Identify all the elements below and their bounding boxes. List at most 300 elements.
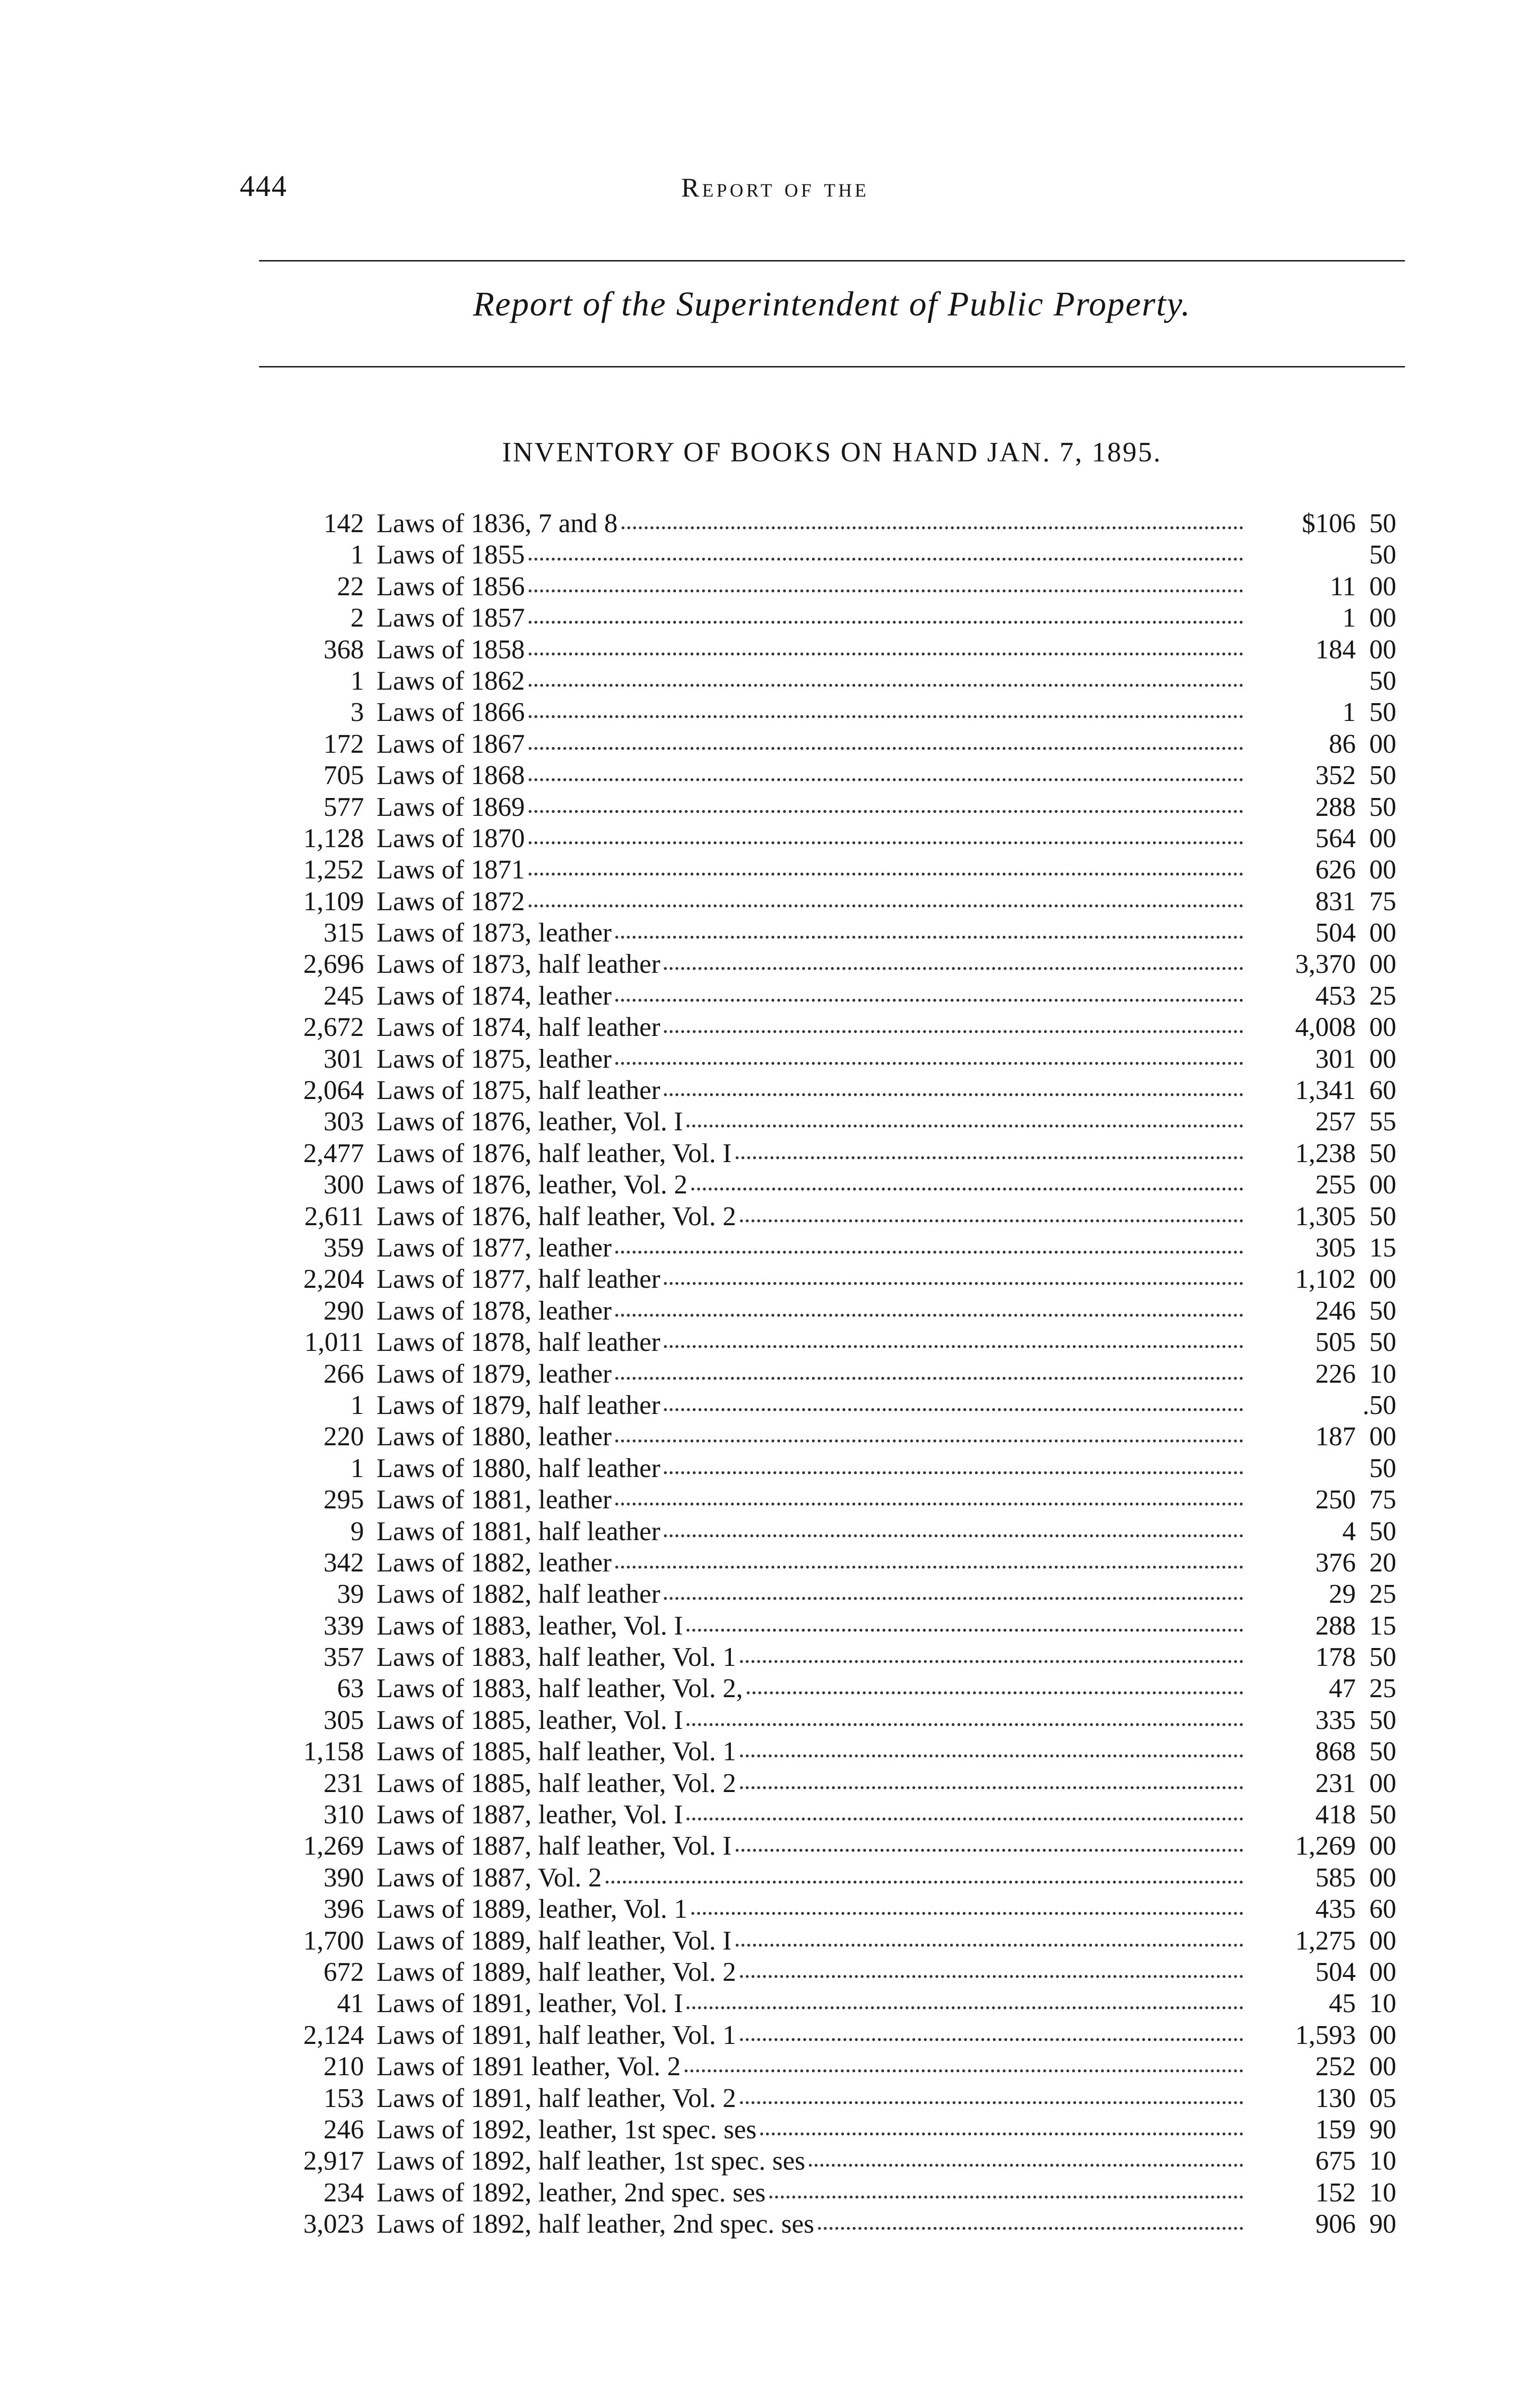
inventory-row [270,1201,1396,1232]
amount-cents: 50 [1369,1296,1396,1326]
inventory-row [270,508,1396,539]
amount-cents: 10 [1369,1359,1396,1389]
inventory-row [270,666,1396,697]
amount-dollars: 45 [1329,1989,1356,2019]
quantity: 1,128 [303,823,364,853]
quantity: 1,011 [304,1327,364,1358]
description: Laws of 1880, half leather [377,1453,661,1483]
amount-cents: 50 [1369,666,1396,696]
description: Laws of 1892, half leather, 1st spec. ses [377,2146,805,2176]
inventory-row [270,1988,1396,2019]
quantity: 295 [324,1485,364,1515]
dot-leader [529,904,1243,907]
amount-dollars: 246 [1315,1296,1356,1326]
inventory-row [270,571,1396,602]
amount [1252,1736,1396,1767]
amount [1252,1988,1396,2019]
description: Laws of 1876, leather, Vol. 2 [377,1170,688,1200]
amount-dollars: 906 [1315,2209,1356,2239]
amount-cents: 00 [1369,1831,1396,1861]
description: Laws of 1879, leather [377,1359,612,1389]
amount-cents: 50 [1369,697,1396,728]
page-number: 444 [240,170,287,203]
amount-dollars: 301 [1315,1044,1356,1074]
amount-dollars: 564 [1315,823,1356,853]
quantity: 339 [324,1610,364,1641]
amount-cents: 50 [1369,1138,1396,1168]
amount [1252,1705,1396,1736]
amount [1252,508,1396,539]
amount-dollars: 1,102 [1295,1264,1356,1295]
description: Laws of 1872 [377,886,525,916]
amount-dollars: 86 [1329,729,1356,759]
amount-dollars: 4 [1342,1516,1356,1546]
quantity: 245 [324,981,364,1011]
amount [1252,1106,1396,1138]
amount-dollars: 1 [1342,603,1356,633]
description: Laws of 1891, leather, Vol. I [377,1989,683,2019]
inventory-row [270,2209,1396,2240]
amount [1252,571,1396,602]
inventory-row [270,1012,1396,1043]
amount-dollars: 257 [1315,1107,1356,1137]
inventory-row [270,1736,1396,1767]
description: Laws of 1892, leather, 2nd spec. ses [377,2177,766,2208]
description: Laws of 1870 [377,823,525,853]
amount-cents: 50 [1369,509,1396,538]
inventory-row [270,949,1396,980]
description: Laws of 1882, leather [377,1547,612,1578]
inventory-row [270,1799,1396,1831]
amount [1252,2177,1396,2209]
dot-leader [664,967,1243,970]
amount-dollars: 130 [1315,2083,1356,2113]
amount [1252,886,1396,917]
description: Laws of 1883, half leather, Vol. 1 [377,1642,736,1673]
dot-leader [740,2101,1243,2104]
amount-cents: 00 [1369,1012,1396,1043]
amount [1252,1264,1396,1295]
running-head: Report of the [681,173,870,203]
inventory-row [270,1642,1396,1673]
quantity: 39 [337,1579,364,1610]
inventory-row [270,1138,1396,1169]
amount-dollars: 1,593 [1295,2020,1356,2050]
inventory-row [270,1516,1396,1547]
description: Laws of 1857 [377,603,525,633]
dot-leader [529,589,1243,592]
amount-dollars: 29 [1329,1579,1356,1610]
amount-dollars: 305 [1315,1232,1356,1263]
amount [1252,1957,1396,1988]
dot-leader [615,1440,1243,1442]
dot-leader [687,1629,1243,1632]
dot-leader [687,1818,1243,1820]
amount-cents: 15 [1369,1610,1396,1641]
quantity: 303 [324,1107,364,1137]
inventory-heading: INVENTORY OF BOOKS ON HAND JAN. 7, 1895. [502,436,1162,468]
dot-leader [615,1251,1243,1254]
description: Laws of 1892, half leather, 2nd spec. ses [377,2209,815,2239]
inventory-row [270,1831,1396,1862]
quantity: 3 [351,697,364,728]
amount-dollars: 376 [1315,1547,1356,1578]
amount-cents: 00 [1369,1264,1396,1295]
dot-leader [664,1345,1243,1348]
inventory-row [270,823,1396,854]
quantity: 396 [324,1894,364,1924]
amount-dollars: 250 [1315,1485,1356,1515]
inventory-row [270,854,1396,886]
dot-leader [615,999,1243,1002]
dot-leader [615,1314,1243,1317]
amount [1252,2114,1396,2146]
dot-leader [622,526,1243,529]
description: Laws of 1889, leather, Vol. 1 [377,1894,688,1924]
description: Laws of 1868 [377,760,525,791]
amount [1252,1799,1396,1831]
inventory-row [270,1484,1396,1516]
inventory-row [270,2177,1396,2209]
inventory-row [270,1579,1396,1610]
inventory-row [270,2051,1396,2082]
amount-dollars: 453 [1315,981,1356,1011]
inventory-row [270,2114,1396,2146]
quantity: 315 [324,918,364,948]
dot-leader [740,1660,1243,1663]
amount-dollars: 1,269 [1295,1831,1356,1861]
quantity: 1,109 [303,886,364,916]
quantity: 390 [324,1862,364,1893]
dot-leader [615,936,1243,939]
amount-dollars: 504 [1315,1957,1356,1987]
dot-leader [740,1975,1243,1978]
quantity: 300 [324,1170,364,1200]
quantity: 2,204 [303,1264,364,1295]
amount [1252,539,1396,571]
amount-cents: 15 [1369,1232,1396,1263]
description: Laws of 1873, half leather [377,949,661,980]
inventory-row [270,2083,1396,2114]
quantity: 672 [324,1957,364,1987]
dot-leader [760,2133,1243,2135]
amount-dollars: 288 [1315,1610,1356,1641]
amount [1252,1673,1396,1704]
amount-cents: 00 [1369,823,1396,853]
dot-leader [615,1062,1243,1065]
quantity: 210 [324,2052,364,2082]
inventory-row [270,981,1396,1012]
amount [1252,1453,1396,1484]
description: Laws of 1885, half leather, Vol. 1 [377,1737,736,1767]
amount [1252,1327,1396,1358]
amount [1252,1484,1396,1516]
quantity: 705 [324,760,364,791]
quantity: 357 [324,1642,364,1673]
amount-dollars: 352 [1315,760,1356,791]
quantity: 142 [324,509,364,538]
inventory-row [270,1610,1396,1642]
amount-cents: 00 [1369,634,1396,665]
quantity: 1,700 [303,1925,364,1956]
amount-dollars: 418 [1315,1800,1356,1830]
amount-dollars: 184 [1315,634,1356,665]
quantity: 1 [351,666,364,696]
description: Laws of 1883, leather, Vol. I [377,1610,683,1641]
quantity: 22 [337,571,364,602]
quantity: 1,252 [303,855,364,885]
amount [1252,1075,1396,1106]
amount-dollars: 187 [1315,1422,1356,1452]
description: Laws of 1876, leather, Vol. I [377,1107,683,1137]
amount-cents: 60 [1369,1075,1396,1106]
amount [1252,981,1396,1012]
amount [1252,1547,1396,1579]
description: Laws of 1874, half leather [377,1012,661,1043]
quantity: 3,023 [303,2209,364,2239]
dot-leader [740,1786,1243,1789]
amount-dollars: 831 [1315,886,1356,916]
amount-cents: 00 [1369,855,1396,885]
description: Laws of 1892, leather, 1st spec. ses [377,2114,757,2145]
description: Laws of 1887, leather, Vol. I [377,1800,683,1830]
inventory-row [270,1296,1396,1327]
amount-cents: 50 [1369,1642,1396,1673]
dot-leader [615,1377,1243,1380]
amount [1252,1894,1396,1925]
quantity: 246 [324,2114,364,2145]
inventory-row [270,1264,1396,1295]
inventory-row [270,2146,1396,2177]
amount [1252,854,1396,886]
description: Laws of 1874, leather [377,981,612,1011]
amount [1252,2209,1396,2240]
quantity: 1 [351,1453,364,1483]
amount-cents: .50 [1363,1390,1396,1420]
dot-leader [691,1188,1243,1191]
amount-dollars: $106 [1302,509,1356,538]
dot-leader [606,1881,1243,1884]
description: Laws of 1877, half leather [377,1264,661,1295]
quantity: 305 [324,1705,364,1735]
description: Laws of 1889, half leather, Vol. 2 [377,1957,736,1987]
description: Laws of 1878, half leather [377,1327,661,1358]
dot-leader [529,558,1243,561]
inventory-row [270,539,1396,571]
description: Laws of 1887, Vol. 2 [377,1862,602,1893]
quantity: 2,124 [303,2020,364,2050]
dot-leader [529,778,1243,781]
amount [1252,1012,1396,1043]
amount-dollars: 255 [1315,1170,1356,1200]
dot-leader [529,841,1243,844]
amount [1252,1390,1396,1421]
dot-leader [740,1219,1243,1222]
inventory-row [270,1705,1396,1736]
dot-leader [740,1754,1243,1757]
description: Laws of 1889, half leather, Vol. I [377,1925,732,1956]
dot-leader [664,1030,1243,1033]
quantity: 359 [324,1232,364,1263]
amount-dollars: 231 [1315,1768,1356,1798]
quantity: 577 [324,792,364,822]
description: Laws of 1875, half leather [377,1075,661,1106]
amount-dollars: 288 [1315,792,1356,822]
amount-cents: 00 [1369,918,1396,948]
dot-leader [664,1408,1243,1411]
quantity: 2,696 [303,949,364,980]
amount-cents: 50 [1369,1516,1396,1546]
amount-dollars: 252 [1315,2052,1356,2082]
quantity: 2 [351,603,364,633]
quantity: 301 [324,1044,364,1074]
quantity: 290 [324,1296,364,1326]
amount [1252,1296,1396,1327]
amount-cents: 50 [1369,1737,1396,1767]
description: Laws of 1879, half leather [377,1390,661,1420]
bottom-rule [259,366,1405,367]
amount [1252,666,1396,697]
amount [1252,1925,1396,1957]
description: Laws of 1866 [377,697,525,728]
amount [1252,1138,1396,1169]
amount-cents: 00 [1369,1422,1396,1452]
dot-leader [736,1944,1243,1947]
amount-cents: 00 [1369,1170,1396,1200]
quantity: 1,158 [303,1737,364,1767]
inventory-row [270,1957,1396,1988]
amount-cents: 50 [1369,540,1396,570]
amount-cents: 90 [1369,2209,1396,2239]
description: Laws of 1873, leather [377,918,612,948]
amount-dollars: 178 [1315,1642,1356,1673]
inventory-row [270,1390,1396,1421]
dot-leader [664,1282,1243,1285]
inventory-row [270,1169,1396,1201]
amount-cents: 75 [1369,1485,1396,1515]
dot-leader [529,621,1243,624]
amount-cents: 05 [1369,2083,1396,2113]
amount [1252,2083,1396,2114]
quantity: 342 [324,1547,364,1578]
description: Laws of 1855 [377,540,525,570]
amount [1252,949,1396,980]
amount-cents: 00 [1369,2020,1396,2050]
amount [1252,760,1396,791]
amount-dollars: 335 [1315,1705,1356,1735]
description: Laws of 1871 [377,855,525,885]
description: Laws of 1836, 7 and 8 [377,509,618,538]
amount-cents: 60 [1369,1894,1396,1924]
description: Laws of 1862 [377,666,525,696]
inventory-row [270,1768,1396,1799]
dot-leader [529,684,1243,687]
amount-cents: 50 [1369,1201,1396,1231]
amount [1252,1516,1396,1547]
quantity: 172 [324,729,364,759]
description: Laws of 1882, half leather [377,1579,661,1610]
amount-cents: 00 [1369,2052,1396,2082]
dot-leader [529,653,1243,655]
amount-dollars: 1,305 [1295,1201,1356,1231]
amount [1252,2020,1396,2051]
inventory-row [270,1547,1396,1579]
description: Laws of 1891, half leather, Vol. 1 [377,2020,736,2050]
quantity: 2,917 [303,2146,364,2176]
amount-dollars: 152 [1315,2177,1356,2208]
inventory-row [270,729,1396,760]
amount-cents: 00 [1369,1768,1396,1798]
amount-cents: 75 [1369,886,1396,916]
description: Laws of 1885, leather, Vol. I [377,1705,683,1735]
amount-cents: 90 [1369,2114,1396,2145]
amount-dollars: 47 [1329,1674,1356,1704]
dot-leader [664,1597,1243,1600]
description: Laws of 1876, half leather, Vol. I [377,1138,732,1168]
dot-leader [747,1691,1243,1694]
description: Laws of 1875, leather [377,1044,612,1074]
amount-cents: 50 [1369,1327,1396,1358]
inventory-row [270,2020,1396,2051]
inventory-row [270,1232,1396,1264]
dot-leader [664,1093,1243,1096]
amount [1252,1044,1396,1075]
amount-cents: 50 [1369,1800,1396,1830]
dot-leader [615,1566,1243,1569]
dot-leader [529,747,1243,750]
amount-cents: 00 [1369,1862,1396,1893]
dot-leader [529,810,1243,813]
inventory-row [270,1453,1396,1484]
dot-leader [529,715,1243,718]
amount-cents: 20 [1369,1547,1396,1578]
amount-dollars: 11 [1330,571,1356,602]
amount-dollars: 3,370 [1295,949,1356,980]
amount [1252,1421,1396,1453]
amount [1252,1831,1396,1862]
amount [1252,1232,1396,1264]
inventory-row [270,792,1396,823]
description: Laws of 1878, leather [377,1296,612,1326]
inventory-row [270,602,1396,634]
quantity: 220 [324,1422,364,1452]
amount-cents: 00 [1369,603,1396,633]
amount [1252,1359,1396,1390]
amount-cents: 00 [1369,729,1396,759]
description: Laws of 1883, half leather, Vol. 2, [377,1674,743,1704]
description: Laws of 1867 [377,729,525,759]
dot-leader [736,1156,1243,1159]
amount [1252,1642,1396,1673]
amount [1252,823,1396,854]
amount-cents: 10 [1369,2146,1396,2176]
amount-cents: 00 [1369,1044,1396,1074]
inventory-row [270,634,1396,666]
amount-cents: 50 [1369,760,1396,791]
quantity: 368 [324,634,364,665]
dot-leader [769,2196,1243,2199]
description: Laws of 1891, half leather, Vol. 2 [377,2083,736,2113]
description: Laws of 1880, leather [377,1422,612,1452]
inventory-row [270,760,1396,791]
quantity: 2,611 [304,1201,364,1231]
amount-cents: 50 [1369,1453,1396,1483]
top-rule [259,260,1405,262]
amount-dollars: 226 [1315,1359,1356,1389]
amount [1252,602,1396,634]
inventory-row [270,1044,1396,1075]
amount-dollars: 868 [1315,1737,1356,1767]
